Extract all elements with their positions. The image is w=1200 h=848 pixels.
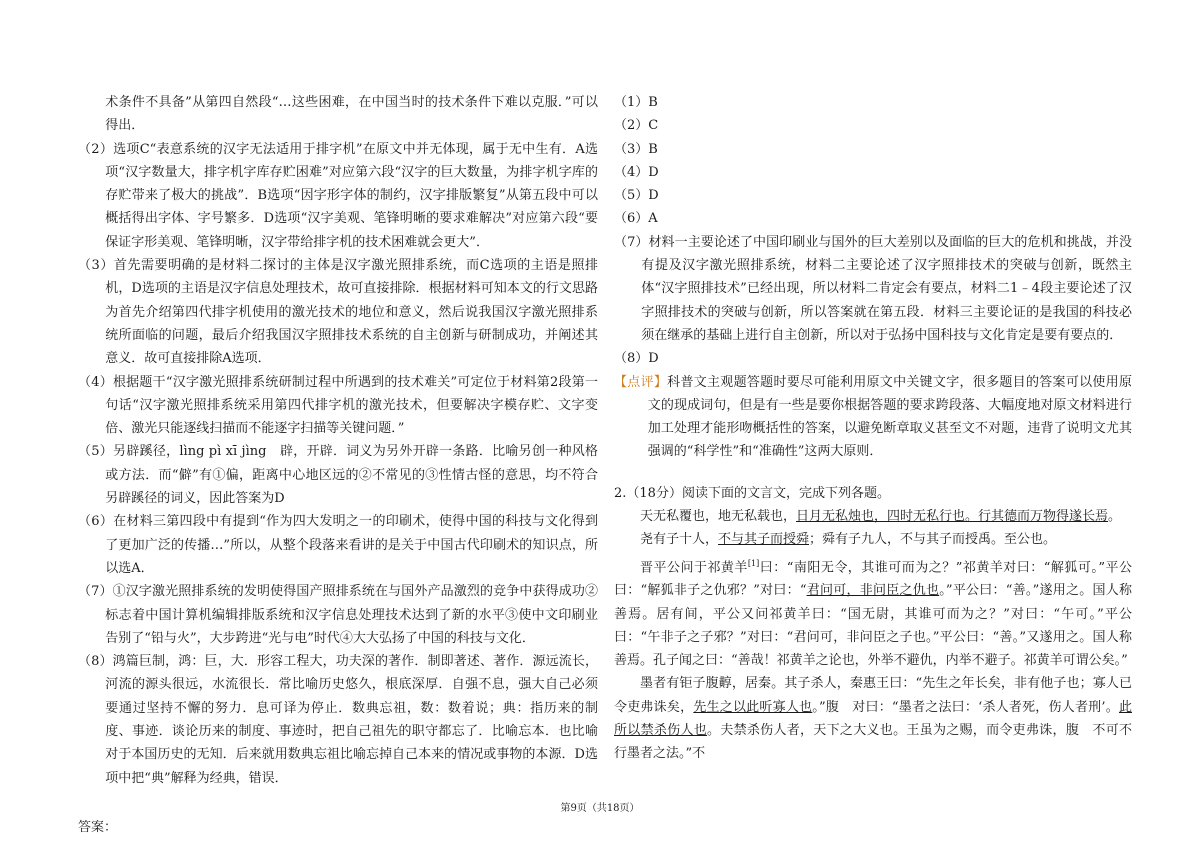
underlined-text: 日月无私烛也，四时无私行也。行其德而万物得遂长焉 <box>796 509 1109 525</box>
right-column <box>614 91 1132 766</box>
text-span: ；舜有子九人，不与其子而授禹。至公也。 <box>809 532 1057 548</box>
underlined-text: 此所以禁杀伤人也 <box>614 699 1132 739</box>
answer-explanation-7: （7）①汉字激光照排系统的发明使得国产照排系统在与国外产品激烈的竞争中获得成功②标志着中国计算机编辑排版系统和汉字信息处理技术达到了新的水平③使中文印刷业告别了“铅与火”，大步跨进“光与电”时代④大大弘扬了中国的科技与文化． <box>78 584 598 646</box>
answer-item-8: （8）D <box>614 351 659 367</box>
classical-text-1 <box>614 505 1132 528</box>
text-span: 曰：“南阳无令，其谁可而为之？”祁黄羊对曰：“解狐可。”平公曰：“解狐非子之仇邪？”对曰：“ <box>614 559 1132 599</box>
answer-item: （6）A <box>614 211 658 227</box>
answer-item-7: （7）材料一主要论述了中国印刷业与国外的巨大差别以及面临的巨大的危机和挑战，并没有提及汉字激光照排系统，材料二主要论述了汉字照排技术的突破与创新，既然主体“汉字照排技术”已经出现，所以材料二肯定会有要点，材料二1﹣4段主要论述了汉字照排技术的突破与创新，所以答案就在第五段．材料三主要论证的是我国的科技必须在继承的基础上进行自主创新，所以对于弘扬中国科技与文化肯定是要有要点的． <box>614 234 1132 343</box>
answer-item: （3）B <box>614 141 658 157</box>
text-span: 尧有子十人， <box>640 532 719 548</box>
comment <box>614 371 1132 464</box>
underlined-text: 君问可，非问臣之仇也 <box>806 583 940 599</box>
text-span: 。”平公曰：“善。”遂用之。国人称善焉。居有间，平公又问祁黄羊曰：“国无尉，其谁可而为之？”对曰：“午可。”平公曰：“午非子之子邪？”对曰：“君问可，非问臣之子也。”平公曰：“善。”又遂用之。国人称善焉。孔子闻之曰：“善哉！祁黄羊之论也，外举不避仇，内举不避子。祁黄羊可谓公矣。” <box>614 583 1132 669</box>
answer-item: （5）D <box>614 188 659 204</box>
answer-item: （1）B <box>614 95 658 110</box>
answer-item: （4）D <box>614 164 659 180</box>
comment-tag: 【点评】 <box>614 374 668 390</box>
underlined-text: 不与其子而授舜 <box>718 532 810 548</box>
answer-explanation-8: （8）鸿篇巨制，鸿：巨，大．形容工程大，功夫深的著作．制即著述、著作．源远流长，河流的源头很远，水流很长．常比喻历史悠久，根底深厚．自强不息，强大自己必须要通过坚持不懈的努力．息可译为停止．数典忘祖，数：数着说；典：指历来的制度、事迹．谈论历来的制度、事迹时，把自己祖先的职守都忘了．比喻忘本．也比喻对于本国历史的无知．后来就用数典忘祖比喻忘掉自己本来的情况或事物的本源．D选项中把“典”解释为经典，错误． <box>78 654 598 786</box>
answer-explanation-6: （6）在材料三第四段中有提到“作为四大发明之一的印刷术，使得中国的科技与文化得到了更加广泛的传播…”所以，从整个段落来看讲的是关于中国古代印刷术的知识点，所以选A． <box>78 514 598 576</box>
answer-explanation-5: （5）另辟蹊径，lìng pì xī jìng 辟，开辟．词义为另外开辟一条路．比喻另创一种风格或方法．而“僻”有①偏，距离中心地区远的②不常见的③性情古怪的意思，均不符合另辟蹊径的词义，因此答案为D <box>78 444 598 507</box>
answer-explanation-3: （3）首先需要明确的是材料二探讨的主体是汉字激光照排系统，而C选项的主语是照排机，D选项的主语是汉字信息处理技术，故可直接排除．根据材料可知本文的行文思路为首先介绍第四代排字机使用的激光技术的地位和意义，然后说我国汉字激光照排系统所面临的问题，最后介绍我国汉字照排技术系统的自主创新与研制成功，并阐述其意义．故可直接排除A选项． <box>78 258 598 367</box>
classical-text-3 <box>614 552 1132 673</box>
comment-text: 科普文主观题答题时要尽可能利用原文中关键文字，很多题目的答案可以使用原文的现成词句，但是有一些是要你根据答题的要求跨段落、大幅度地对原文材料进行加工处理才能形吻概括性的答案，以避免断章取义甚至文不对题，违背了说明文尤其强调的“科学性”和“准确性”这两大原则． <box>647 374 1132 460</box>
question-2-title: 2.（18分）阅读下面的文言文，完成下列各题。 <box>614 485 890 501</box>
footnote-marker: [1] <box>747 558 760 568</box>
text-span: 晋平公问于祁黄羊 <box>640 559 748 575</box>
answer-explanation-2: （2）选项C“表意系统的汉字无法适用于排字机”在原文中并无体现，属于无中生有．A选项“汉字数量大，排字机字库存贮困难”对应第六段“汉字的巨大数量，为排字机字库的存贮带来了极大的挑战”．B选项“因字形字体的制约，汉字排版繁复”从第五段中可以概括得出字体、字号繁多．D选项“汉字美观、笔锋明晰的要求难解决”对应第六段“要保证字形美观、笔锋明晰，汉字带给排字机的技术困难就会更大”． <box>78 141 598 250</box>
left-column <box>78 91 598 839</box>
text-span: 墨者有钜子腹䵍，居秦。其子杀人，秦惠王曰：“先生之年长矣，非有他子也；寡人已令吏弗诛矣， <box>614 676 1132 715</box>
text-span: 。夫禁杀伤人者，天下之大义也。王虽为之赐，而令吏弗诛，腹 不可不行墨者之法。”不 <box>614 723 1132 762</box>
classical-text-2 <box>614 528 1132 551</box>
text-span: 。”腹 对曰：“墨者之法曰：‘杀人者死，伤人者刑’。 <box>812 699 1119 715</box>
text-span: 。 <box>1108 509 1122 525</box>
page-footer: 第9页（共18页） <box>560 803 640 814</box>
text-span: 天无私覆也，地无私载也， <box>640 509 797 525</box>
answer-label: 答案： <box>78 819 118 835</box>
answer-explanation-4: （4）根据题干“汉字激光照排系统研制过程中所遇到的技术难关”可定位于材料第2段第一句话“汉字激光照排系统采用第四代排字机的激光技术，但要解决字模存贮、文字变倍、激光只能逐线扫描而不能逐字扫描等关键问题．” <box>78 374 598 437</box>
answer-item: （2）C <box>614 118 659 134</box>
underlined-text: 先生之以此听寡人也 <box>693 699 813 715</box>
classical-text-4 <box>614 672 1132 765</box>
paragraph: 术条件不具备”从第四自然段“…这些困难，在中国当时的技术条件下难以克服．”可以得出． <box>105 95 598 134</box>
